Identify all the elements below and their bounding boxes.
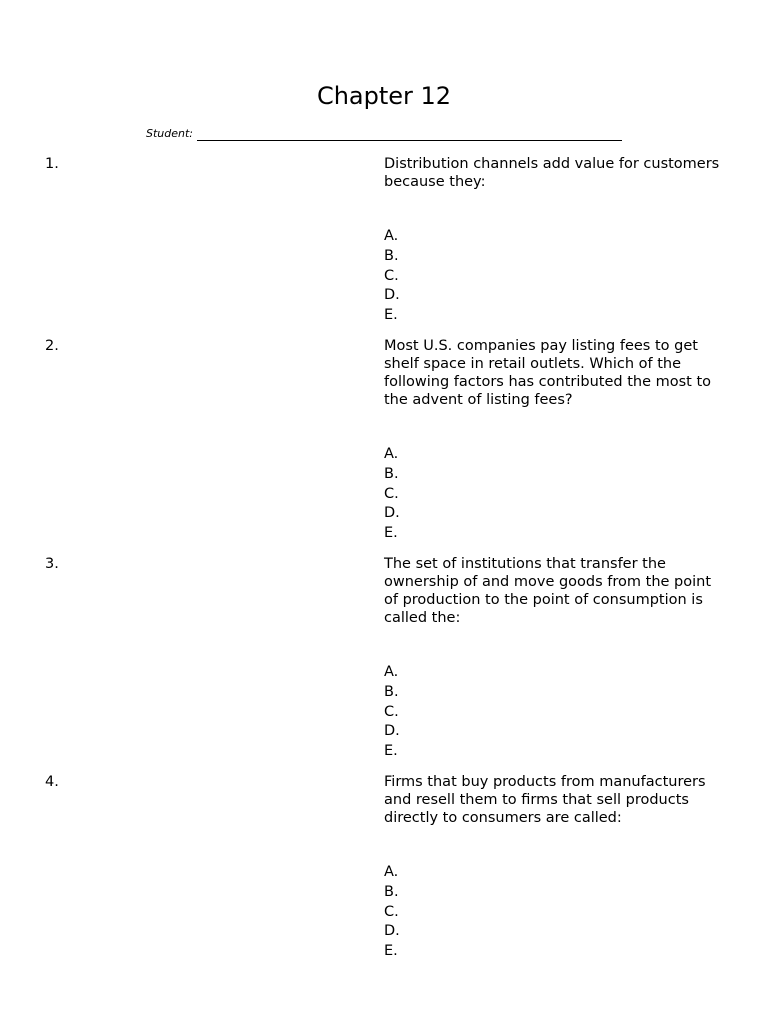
answer-choices: [384, 863, 724, 962]
question-body: [384, 337, 724, 555]
answer-choices: [384, 227, 724, 326]
answer-choices: [384, 663, 724, 762]
question-number: 4.: [45, 774, 59, 790]
question-text: Distribution channels add value for customers because they:: [384, 156, 720, 190]
question-item: [0, 155, 768, 337]
choice-d: D.: [384, 287, 400, 304]
question-item: [0, 773, 768, 973]
question-text: Most U.S. companies pay listing fees to get shelf space in retail outlets. Which of the following factors has contributed the most to the advent of listing fees?: [384, 338, 712, 408]
question-number: 3.: [45, 556, 59, 572]
choice-b: B.: [384, 247, 399, 264]
student-label: Student:: [146, 127, 194, 140]
question-number: 1.: [45, 156, 59, 172]
choice-d: D.: [384, 505, 400, 522]
choice-b: B.: [384, 883, 399, 900]
page-title: Chapter 12: [316, 82, 452, 110]
question-body: [384, 773, 724, 973]
question-item: [0, 337, 768, 555]
question-number: 2.: [45, 338, 59, 354]
question-body: [384, 555, 724, 773]
choice-a: A.: [384, 664, 399, 680]
choice-a: A.: [384, 228, 399, 244]
choice-c: C.: [384, 485, 399, 502]
question-item: [0, 555, 768, 773]
choice-b: B.: [384, 465, 399, 482]
choice-b: B.: [384, 683, 399, 700]
question-body: [384, 155, 724, 337]
choice-a: A.: [384, 446, 399, 462]
answer-choices: [384, 445, 724, 544]
choice-e: E.: [384, 307, 398, 323]
choice-e: E.: [384, 525, 398, 541]
choice-c: C.: [384, 267, 399, 284]
question-list: [0, 155, 768, 973]
student-name-row: [146, 125, 626, 141]
choice-c: C.: [384, 903, 399, 920]
choice-c: C.: [384, 703, 399, 720]
question-text: The set of institutions that transfer the ownership of and move goods from the point of production to the point of consumption is called the:: [384, 556, 712, 626]
choice-d: D.: [384, 923, 400, 940]
choice-d: D.: [384, 723, 400, 740]
student-name-line: [197, 127, 622, 141]
question-text: Firms that buy products from manufacturers and resell them to firms that sell products directly to consumers are called:: [384, 774, 706, 826]
choice-e: E.: [384, 943, 398, 959]
choice-e: E.: [384, 743, 398, 759]
choice-a: A.: [384, 864, 399, 880]
